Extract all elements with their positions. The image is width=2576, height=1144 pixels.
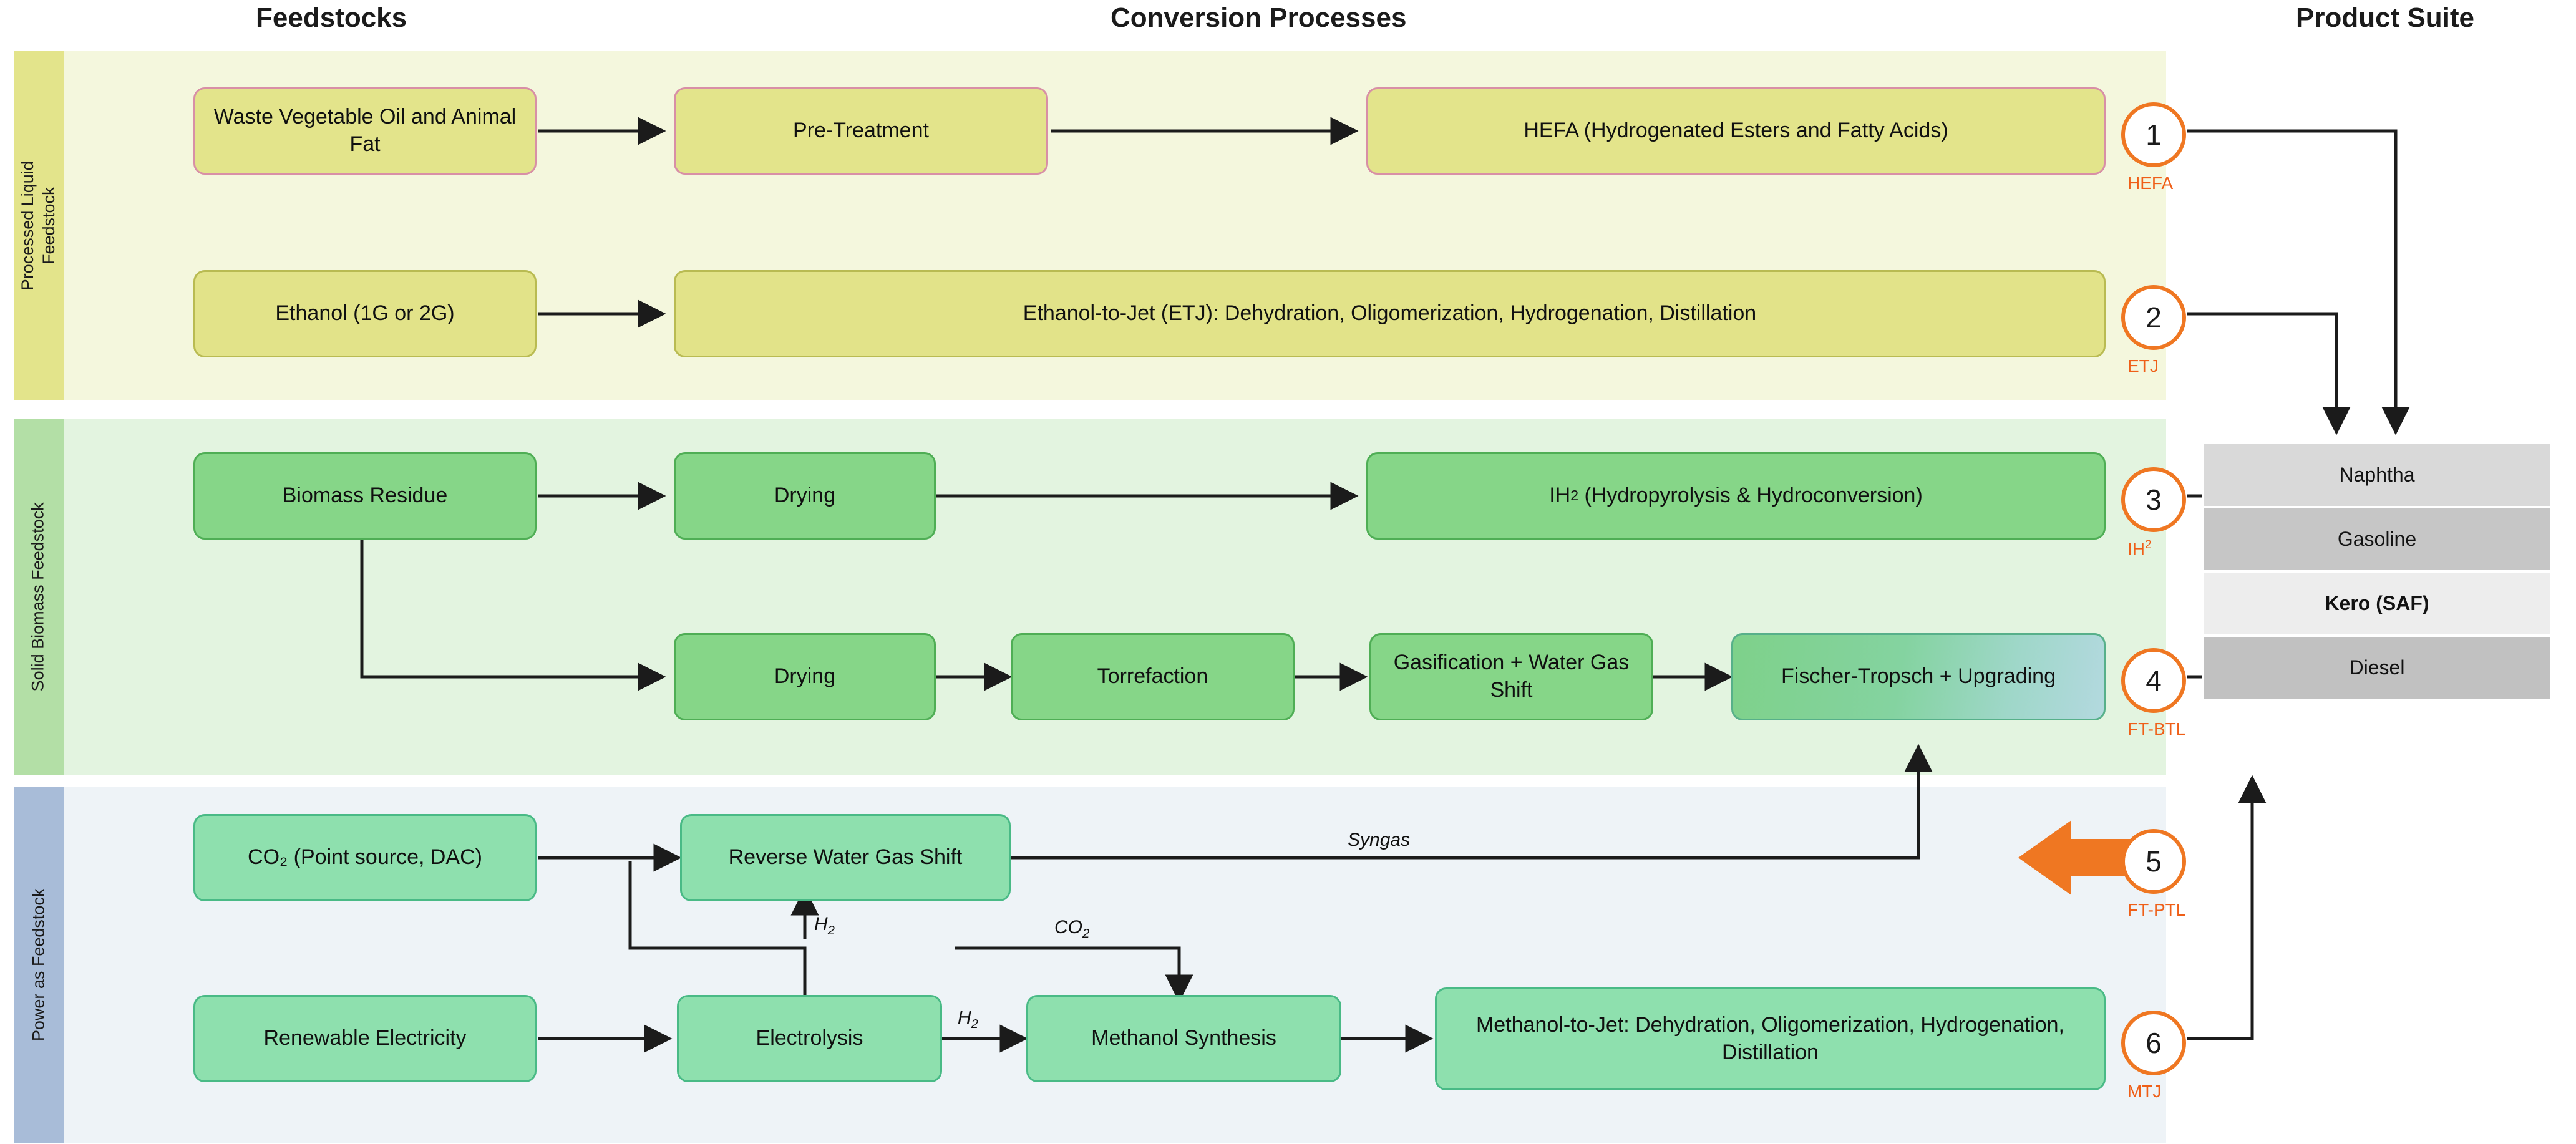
- node-drying-1[interactable]: Drying: [674, 452, 936, 540]
- pathway-circle-6[interactable]: 6: [2121, 1011, 2186, 1075]
- node-biomass-residue[interactable]: Biomass Residue: [193, 452, 537, 540]
- connector-label-co2-branch: $CO_2$: [1054, 917, 1090, 941]
- band-label-processed-liquid-feedstock: Processed Liquid Feedstock: [14, 51, 64, 400]
- node-gasification-water-gas-shift[interactable]: Gasification + Water Gas Shift: [1369, 633, 1653, 720]
- pathway-circle-3[interactable]: 3: [2121, 467, 2186, 532]
- product-diesel: Diesel: [2202, 636, 2552, 700]
- node-electrolysis[interactable]: Electrolysis: [677, 995, 942, 1082]
- node-renewable-electricity[interactable]: Renewable Electricity: [193, 995, 537, 1082]
- connector-label-h2-horizontal: $H_2$: [958, 1007, 979, 1031]
- pathway-label-3: $IH^2$: [2127, 538, 2152, 559]
- product-gasoline: Gasoline: [2202, 507, 2552, 571]
- pathway-circle-2[interactable]: 2: [2121, 285, 2186, 350]
- column-header-conversion: Conversion Processes: [1111, 2, 1407, 33]
- node-hefa[interactable]: HEFA (Hydrogenated Esters and Fatty Acids): [1366, 87, 2106, 175]
- node-torrefaction[interactable]: Torrefaction: [1011, 633, 1295, 720]
- node-ethanol[interactable]: Ethanol (1G or 2G): [193, 270, 537, 357]
- pathway-circle-4[interactable]: 4: [2121, 648, 2186, 713]
- product-kero-saf: Kero (SAF): [2202, 571, 2552, 636]
- node-methanol-to-jet[interactable]: Methanol-to-Jet: Dehydration, Oligomerization, Hydrogenation, Distillation: [1435, 987, 2106, 1090]
- column-header-feedstocks: Feedstocks: [256, 2, 407, 33]
- node-ih2[interactable]: IH 2 (Hydropyrolysis & Hydroconversion): [1366, 452, 2106, 540]
- band-label-power-as-feedstock: Power as Feedstock: [14, 787, 64, 1143]
- node-pre-treatment[interactable]: Pre-Treatment: [674, 87, 1048, 175]
- pathway-label-6: MTJ: [2127, 1082, 2162, 1101]
- node-fischer-tropsch-upgrading[interactable]: Fischer-Tropsch + Upgrading: [1731, 633, 2106, 720]
- node-co2-point-source-dac[interactable]: CO₂ (Point source, DAC): [193, 814, 537, 901]
- pathway-label-4: FT-BTL: [2127, 719, 2186, 739]
- node-waste-vegetable-oil[interactable]: Waste Vegetable Oil and Animal Fat: [193, 87, 537, 175]
- connector-label-syngas: Syngas: [1348, 830, 1411, 850]
- pathway-circle-5[interactable]: 5: [2121, 829, 2186, 894]
- pathway-label-5: FT-PTL: [2127, 900, 2186, 919]
- band-label-solid-biomass-feedstock: Solid Biomass Feedstock: [14, 419, 64, 775]
- pathway-label-1: HEFA: [2127, 173, 2174, 193]
- node-etj[interactable]: Ethanol-to-Jet (ETJ): Dehydration, Oligomerization, Hydrogenation, Distillation: [674, 270, 2106, 357]
- node-drying-2[interactable]: Drying: [674, 633, 936, 720]
- pathway-circle-1[interactable]: 1: [2121, 102, 2186, 167]
- node-methanol-synthesis[interactable]: Methanol Synthesis: [1026, 995, 1341, 1082]
- column-header-product-suite: Product Suite: [2296, 2, 2475, 33]
- connector-label-h2-vertical: $H_2$: [814, 914, 835, 938]
- product-naphtha: Naphtha: [2202, 443, 2552, 507]
- node-reverse-water-gas-shift[interactable]: Reverse Water Gas Shift: [680, 814, 1011, 901]
- pathway-label-2: ETJ: [2127, 356, 2159, 376]
